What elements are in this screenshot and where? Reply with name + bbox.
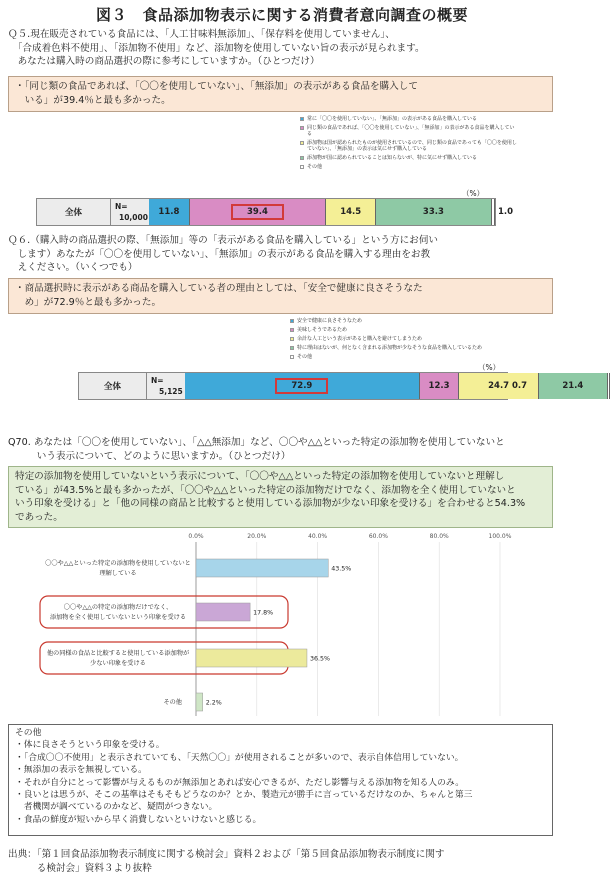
q70-tick-label: 0.0% xyxy=(188,533,204,540)
q6-legend-label: その他 xyxy=(297,354,313,360)
q5-legend-swatch xyxy=(300,156,304,160)
q5-n-value: 10,000 xyxy=(119,213,148,222)
q6-legend-label: 余計な人工という表示があると購入を避けてしまうため xyxy=(297,336,423,342)
q70-value-label: 17.8% xyxy=(253,609,274,617)
q70-category-label: その他 xyxy=(163,699,182,706)
q70-category-label: 〇〇や△△といった特定の添加物を使用していないと xyxy=(45,560,191,567)
q6-n-label: N= xyxy=(151,376,164,385)
q5-bar-segment xyxy=(492,199,495,225)
q5-legend-swatch xyxy=(300,141,304,145)
q6-bar-segment xyxy=(185,373,420,399)
q70-tick-label: 20.0% xyxy=(247,533,267,540)
q6-unit: （%） xyxy=(478,363,501,372)
q70-category-label: 添加物を全く使用していないという印象を受ける xyxy=(49,614,187,621)
q70-summary: 特定の添加物を使用していないという表示について、「〇〇や△△といった特定の添加物を使用していないと理解し ている」が43.5%と最も多かったが、「〇〇や△△といった特定の添加物だけでなく、添加物を全く使用していないと いう印象を受ける」と「他の同様の商品と比較すると使用している添加物が少ない印象を受ける」を合わせると54.3% であった。 xyxy=(8,466,553,528)
q6-summary: ・商品選択時に表示がある商品を購入している者の理由としては、「安全で健康に良さそうなた め」が72.9％と最も多かった。 xyxy=(8,278,553,314)
q5-bar-value-label: 39.4 xyxy=(231,204,284,220)
q70-tick-label: 80.0% xyxy=(429,533,449,540)
q6-legend-item xyxy=(290,327,530,333)
q5-legend-label: 常に「〇〇を使用していない」、「無添加」の表示がある食品を購入している xyxy=(307,116,478,122)
q6-bar-value-label: 72.9 xyxy=(275,378,328,394)
q5-legend-label: 同じ類の食品であれば、「〇〇を使用していない」、「無添加」の表示がある食品を購入してい る xyxy=(307,125,515,137)
q70-value-label: 43.5% xyxy=(331,565,352,573)
others-box: その他 ・体に良さそうという印象を受ける。 ・「合成〇〇不使用」と表示されていても、「天然〇〇」が使用されることが多いので、表示自体信用していない。 ・無添加の表示を無視している。 ・それが自分にとって影響が与えるものが無添加とあれば安心できるが、ただし影響与える添加物を知る人のみ。 ・良いとは思うが、そこの基準はそもそもどうなのか？とか、製造元が勝手に言っているだけなのか、ちゃんと第三 者機関が調べているのかなど、疑問がつきない。 ・食品の鮮度が短いから早く消費しないといけないと感じる。 xyxy=(8,724,553,836)
q6-legend-item xyxy=(290,345,530,351)
q5-summary: ・「同じ類の食品であれば、「〇〇を使用していない」、「無添加」の表示がある食品を購入して いる」が39.4％と最も多かった。 xyxy=(8,76,553,112)
q70-tick-label: 100.0% xyxy=(488,533,512,540)
q70-bar xyxy=(196,603,250,621)
q5-row-label: 全体 xyxy=(37,199,111,225)
q6-question: Ｑ６.（購入時の商品選択の際、「無添加」等の「表示がある食品を購入している」という方にお伺い します）あなたが「〇〇を使用していない」、「無添加」の表示がある食品を購入する理由をお教 えください。（いくつでも） xyxy=(8,235,438,273)
q70-bar xyxy=(196,693,203,711)
q6-legend-swatch xyxy=(290,346,294,350)
q5-bar-segment xyxy=(326,199,376,225)
q6-bar-value-label: 21.4 xyxy=(562,381,584,391)
q6-legend-label: 美味しそうであるため xyxy=(297,327,348,333)
q5-stacked-bar-row xyxy=(36,198,496,226)
q5-legend xyxy=(300,116,555,173)
q70-value-label: 36.5% xyxy=(309,655,330,663)
q6-bar-value-label: 12.3 xyxy=(428,381,450,391)
q70-category-label: 少ない印象を受ける xyxy=(90,660,146,667)
q5-legend-item xyxy=(300,140,555,152)
q5-n-label: N= xyxy=(115,202,128,211)
q5-unit: （%） xyxy=(462,189,485,198)
q6-legend-swatch xyxy=(290,319,294,323)
q70-category-label: 〇〇や△△の特定の添加物だけでなく、 xyxy=(63,604,173,611)
q6-last-value: 0.7 xyxy=(512,381,528,391)
q6-legend-label: 特に理由はないが、何となく含まれる添加物が少なそうな食品を購入しているため xyxy=(297,345,483,351)
q6-legend-item xyxy=(290,318,530,324)
q5-legend-swatch xyxy=(300,117,304,121)
q6-legend-swatch xyxy=(290,355,294,359)
q70-highlight-outline xyxy=(40,596,288,628)
q6-n-value: 5,125 xyxy=(159,387,183,396)
q6-legend-label: 安全で健康に良さそうなため xyxy=(297,318,363,324)
q5-stack-area xyxy=(149,199,495,225)
q70-value-label: 2.2% xyxy=(205,699,222,707)
q5-bar-segment xyxy=(376,199,491,225)
q70-category-label: 他の同様の食品と比較すると使用している添加物が xyxy=(46,650,190,657)
q6-bar-segment xyxy=(420,373,460,399)
page-title: 図３ 食品添加物表示に関する消費者意向調査の概要 xyxy=(95,6,468,24)
q5-last-value: 1.0 xyxy=(498,207,514,217)
q5-legend-item xyxy=(300,155,555,161)
q70-bar xyxy=(196,559,328,577)
q5-legend-swatch xyxy=(300,126,304,130)
q6-row-label: 全体 xyxy=(79,373,147,399)
q5-legend-item xyxy=(300,125,555,137)
q70-tick-label: 60.0% xyxy=(368,533,388,540)
q5-legend-swatch xyxy=(300,165,304,169)
q5-bar-value-label: 14.5 xyxy=(340,207,362,217)
q5-legend-label: 添加物が国に認められていることは知らないが、特に気にせず購入している xyxy=(307,155,478,161)
q6-bar-value-label: 24.7 xyxy=(488,381,510,391)
q6-legend-item xyxy=(290,336,530,342)
q6-legend xyxy=(290,318,530,363)
q5-bar-segment xyxy=(149,199,190,225)
q70-bar-chart xyxy=(0,530,564,722)
q6-legend-swatch xyxy=(290,337,294,341)
q6-legend-swatch xyxy=(290,328,294,332)
q5-legend-item xyxy=(300,116,555,122)
q70-category-label: 理解している xyxy=(99,570,137,577)
q5-legend-label: その他 xyxy=(307,164,323,170)
q5-legend-label: 添加物は国が認められたものが使用されているので、同じ類の食品であっても「〇〇を使用し ていない」、「無添加」の表示は気にせず購入している xyxy=(307,140,517,152)
q5-bar-segment xyxy=(190,199,326,225)
q5-bar-value-label: 11.8 xyxy=(158,207,180,217)
source-note: 出典：「第１回食品添加物表示制度に関する検討会」資料２および「第５回食品添加物表示制度に関す る検討会」資料３より抜粋 xyxy=(8,849,445,874)
q70-tick-label: 40.0% xyxy=(308,533,328,540)
q5-legend-item xyxy=(300,164,555,170)
q70-bar xyxy=(196,649,307,667)
q6-legend-item xyxy=(290,354,530,360)
q70-question: Q70. あなたは「〇〇を使用していない」、「△△無添加」など、〇〇や△△といった特定の添加物を使用していないと いう表示について、どのように思いますか。（ひとつだけ） xyxy=(8,437,505,462)
q6-bar-segment xyxy=(539,373,608,399)
q5-bar-value-label: 33.3 xyxy=(422,207,444,217)
q5-question: Ｑ５.現在販売されている食品には、「人工甘味料無添加」、「保存料を使用していません」、 「合成着色料不使用」、「添加物不使用」など、添加物を使用していない旨の表示が見られます。 あなたは購入時の商品選択の際に参考にしていますか。（ひとつだけ） xyxy=(8,29,425,67)
